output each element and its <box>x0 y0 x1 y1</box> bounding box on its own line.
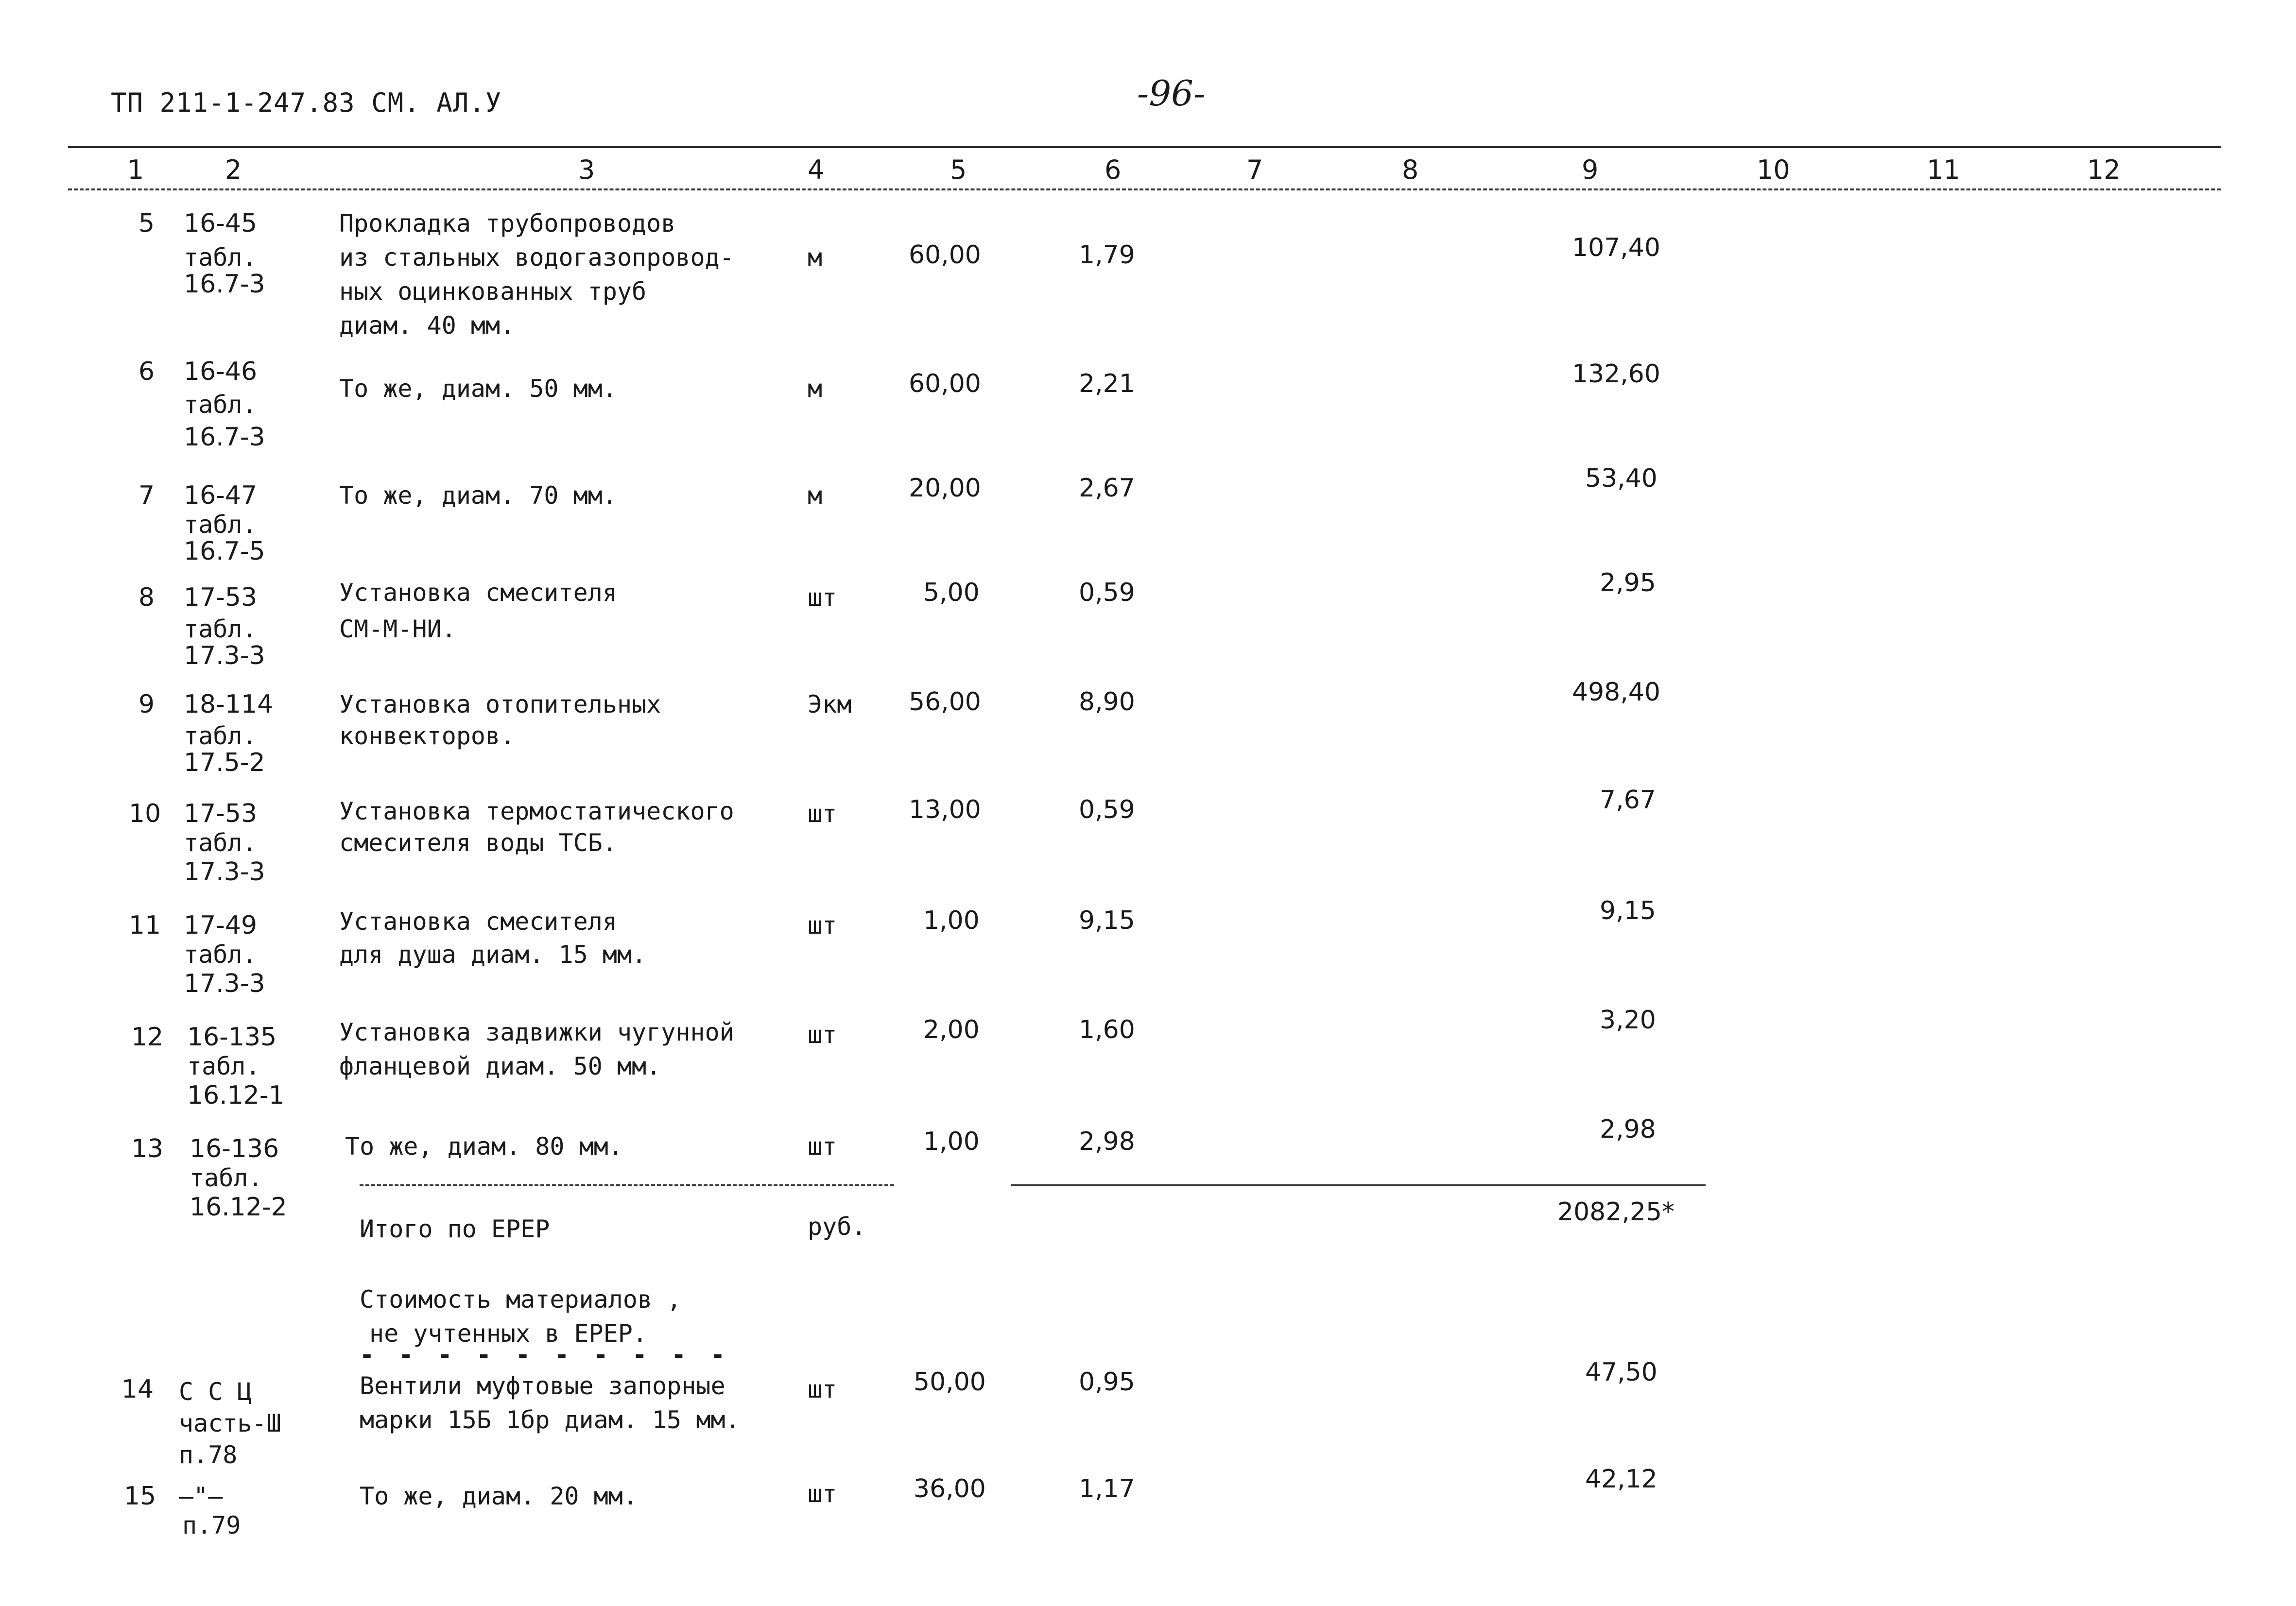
row-total: 498,40 <box>1572 678 1660 707</box>
row-quantity: 36,00 <box>914 1474 986 1503</box>
subtotal-separator <box>1011 1184 1706 1186</box>
column-number: 10 <box>1757 154 1790 185</box>
row-code: 16-47 <box>184 481 258 510</box>
row-unit: шт <box>808 583 837 612</box>
row-number: 10 <box>129 799 161 828</box>
row-code: 17.3-3 <box>184 969 265 998</box>
row-total: 132,60 <box>1572 359 1660 389</box>
row-unit: шт <box>808 1132 837 1161</box>
row-number: 13 <box>131 1134 164 1163</box>
row-unit: м <box>808 481 823 510</box>
row-description: из стальных водогазопровод- <box>339 243 734 272</box>
row-code: 17.3-3 <box>184 857 265 887</box>
row-unit: м <box>808 243 823 272</box>
row-description: Вентили муфтовые запорные <box>360 1372 725 1400</box>
row-code: 16.12-1 <box>187 1081 285 1110</box>
row-price: 0,95 <box>1079 1367 1135 1397</box>
row-price: 1,17 <box>1079 1474 1135 1503</box>
row-code: табл. <box>184 391 257 419</box>
row-quantity: 5,00 <box>923 578 980 607</box>
row-code: 16-135 <box>187 1023 277 1052</box>
materials-note: не учтенных в ЕРЕР. <box>369 1319 647 1348</box>
column-number: 8 <box>1402 154 1419 185</box>
column-number: 12 <box>2087 154 2121 185</box>
row-price: 8,90 <box>1079 687 1135 717</box>
row-quantity: 20,00 <box>909 474 981 503</box>
row-code: часть-Ш <box>179 1409 281 1437</box>
row-code: табл. <box>190 1164 263 1192</box>
row-code: —"— <box>179 1482 223 1510</box>
row-description: марки 15Б 1бр диам. 15 мм. <box>360 1406 740 1434</box>
row-description: смесителя воды ТСБ. <box>339 829 617 857</box>
subtotal-unit: руб. <box>808 1213 866 1241</box>
materials-note-underline: - - - - - - - - - - <box>360 1341 730 1369</box>
row-number: 11 <box>129 911 161 940</box>
row-code: 17-53 <box>184 799 258 828</box>
row-number: 15 <box>124 1482 156 1511</box>
row-description: для душа диам. 15 мм. <box>339 940 647 969</box>
row-unit: шт <box>808 1021 837 1049</box>
subtotal-separator <box>360 1184 894 1186</box>
row-code: 17-53 <box>184 583 258 612</box>
row-price: 0,59 <box>1079 795 1135 824</box>
row-code: 16-46 <box>184 357 258 386</box>
row-description: То же, диам. 20 мм. <box>360 1482 638 1510</box>
row-price: 9,15 <box>1079 906 1135 935</box>
row-code: С С Ц <box>179 1378 252 1406</box>
row-quantity: 50,00 <box>914 1367 986 1397</box>
row-quantity: 1,00 <box>923 906 980 935</box>
row-price: 1,60 <box>1079 1015 1135 1044</box>
row-code: табл. <box>184 615 257 643</box>
row-quantity: 13,00 <box>909 795 981 824</box>
row-code: табл. <box>184 243 257 272</box>
row-code: 16.7-5 <box>184 537 265 566</box>
row-unit: Экм <box>808 690 852 718</box>
row-number: 6 <box>138 357 155 386</box>
row-code: табл. <box>187 1052 260 1080</box>
page-number: -96- <box>1137 73 1206 114</box>
row-number: 9 <box>138 690 155 719</box>
row-unit: шт <box>808 1480 837 1508</box>
row-total: 2,95 <box>1600 568 1656 598</box>
row-quantity: 1,00 <box>923 1127 980 1156</box>
row-description: То же, диам. 70 мм. <box>339 481 617 510</box>
column-number: 9 <box>1582 154 1599 185</box>
column-number: 5 <box>950 154 967 185</box>
row-total: 107,40 <box>1572 233 1660 262</box>
row-price: 0,59 <box>1079 578 1135 607</box>
row-total: 47,50 <box>1585 1358 1657 1387</box>
header-bottom-rule <box>68 188 2221 190</box>
row-code: 16.7-3 <box>184 270 265 299</box>
row-quantity: 60,00 <box>909 369 981 398</box>
column-number: 1 <box>127 154 144 185</box>
row-price: 2,98 <box>1079 1127 1135 1156</box>
materials-note: Стоимость материалов , <box>360 1285 682 1314</box>
row-code: 17-49 <box>184 911 258 940</box>
column-number: 2 <box>225 154 242 185</box>
row-quantity: 60,00 <box>909 240 981 270</box>
row-description: Прокладка трубопроводов <box>339 209 676 238</box>
row-code: 17.5-2 <box>184 748 265 777</box>
row-total: 53,40 <box>1585 464 1657 493</box>
column-number: 3 <box>578 154 595 185</box>
row-number: 12 <box>131 1023 164 1052</box>
row-total: 2,98 <box>1600 1115 1656 1144</box>
row-description: конвекторов. <box>339 722 515 750</box>
row-total: 7,67 <box>1600 786 1656 815</box>
row-code: 17.3-3 <box>184 641 265 670</box>
row-number: 14 <box>121 1375 154 1404</box>
row-code: 18-114 <box>184 690 274 719</box>
row-code: табл. <box>184 940 257 969</box>
row-number: 5 <box>138 209 155 238</box>
row-description: СМ-М-НИ. <box>339 615 456 643</box>
column-number: 6 <box>1105 154 1122 185</box>
row-quantity: 56,00 <box>909 687 981 717</box>
column-number: 7 <box>1246 154 1263 185</box>
row-quantity: 2,00 <box>923 1015 980 1044</box>
row-code: 16.7-3 <box>184 423 265 452</box>
row-description: Установка термостатического <box>339 797 734 825</box>
row-description: То же, диам. 50 мм. <box>339 375 617 403</box>
row-description: фланцевой диам. 50 мм. <box>339 1052 661 1080</box>
row-description: ных оцинкованных труб <box>339 277 647 306</box>
row-total: 3,20 <box>1600 1006 1656 1035</box>
row-code: табл. <box>184 829 257 857</box>
row-description: диам. 40 мм. <box>339 311 515 340</box>
row-description: Установка смесителя <box>339 907 617 936</box>
row-price: 1,79 <box>1079 240 1135 270</box>
row-unit: шт <box>808 800 837 828</box>
row-unit: шт <box>808 911 837 940</box>
row-unit: м <box>808 375 823 403</box>
row-total: 42,12 <box>1585 1465 1657 1494</box>
row-code: 16-45 <box>184 209 258 238</box>
column-number: 4 <box>808 154 825 185</box>
subtotal-label: Итого по ЕРЕР <box>360 1215 550 1243</box>
row-code: 16.12-2 <box>190 1193 287 1222</box>
row-number: 8 <box>138 583 155 612</box>
subtotal-total: 2082,25* <box>1557 1197 1675 1227</box>
row-number: 7 <box>138 481 155 510</box>
row-unit: шт <box>808 1375 837 1403</box>
row-price: 2,21 <box>1079 369 1135 398</box>
row-description: Установка смесителя <box>339 579 617 607</box>
row-code: п.78 <box>179 1441 238 1469</box>
row-price: 2,67 <box>1079 474 1135 503</box>
row-description: Установка отопительных <box>339 690 661 718</box>
column-number: 11 <box>1927 154 1960 185</box>
row-code: табл. <box>184 511 257 539</box>
row-code: табл. <box>184 722 257 750</box>
row-code: 16-136 <box>190 1134 279 1163</box>
document-code: ТП 211-1-247.83 СМ. АЛ.У <box>111 87 502 118</box>
row-description: Установка задвижки чугунной <box>339 1018 734 1046</box>
header-top-rule <box>68 146 2221 148</box>
row-description: То же, диам. 80 мм. <box>345 1132 623 1161</box>
row-code: п.79 <box>182 1511 241 1539</box>
row-total: 9,15 <box>1600 896 1656 925</box>
